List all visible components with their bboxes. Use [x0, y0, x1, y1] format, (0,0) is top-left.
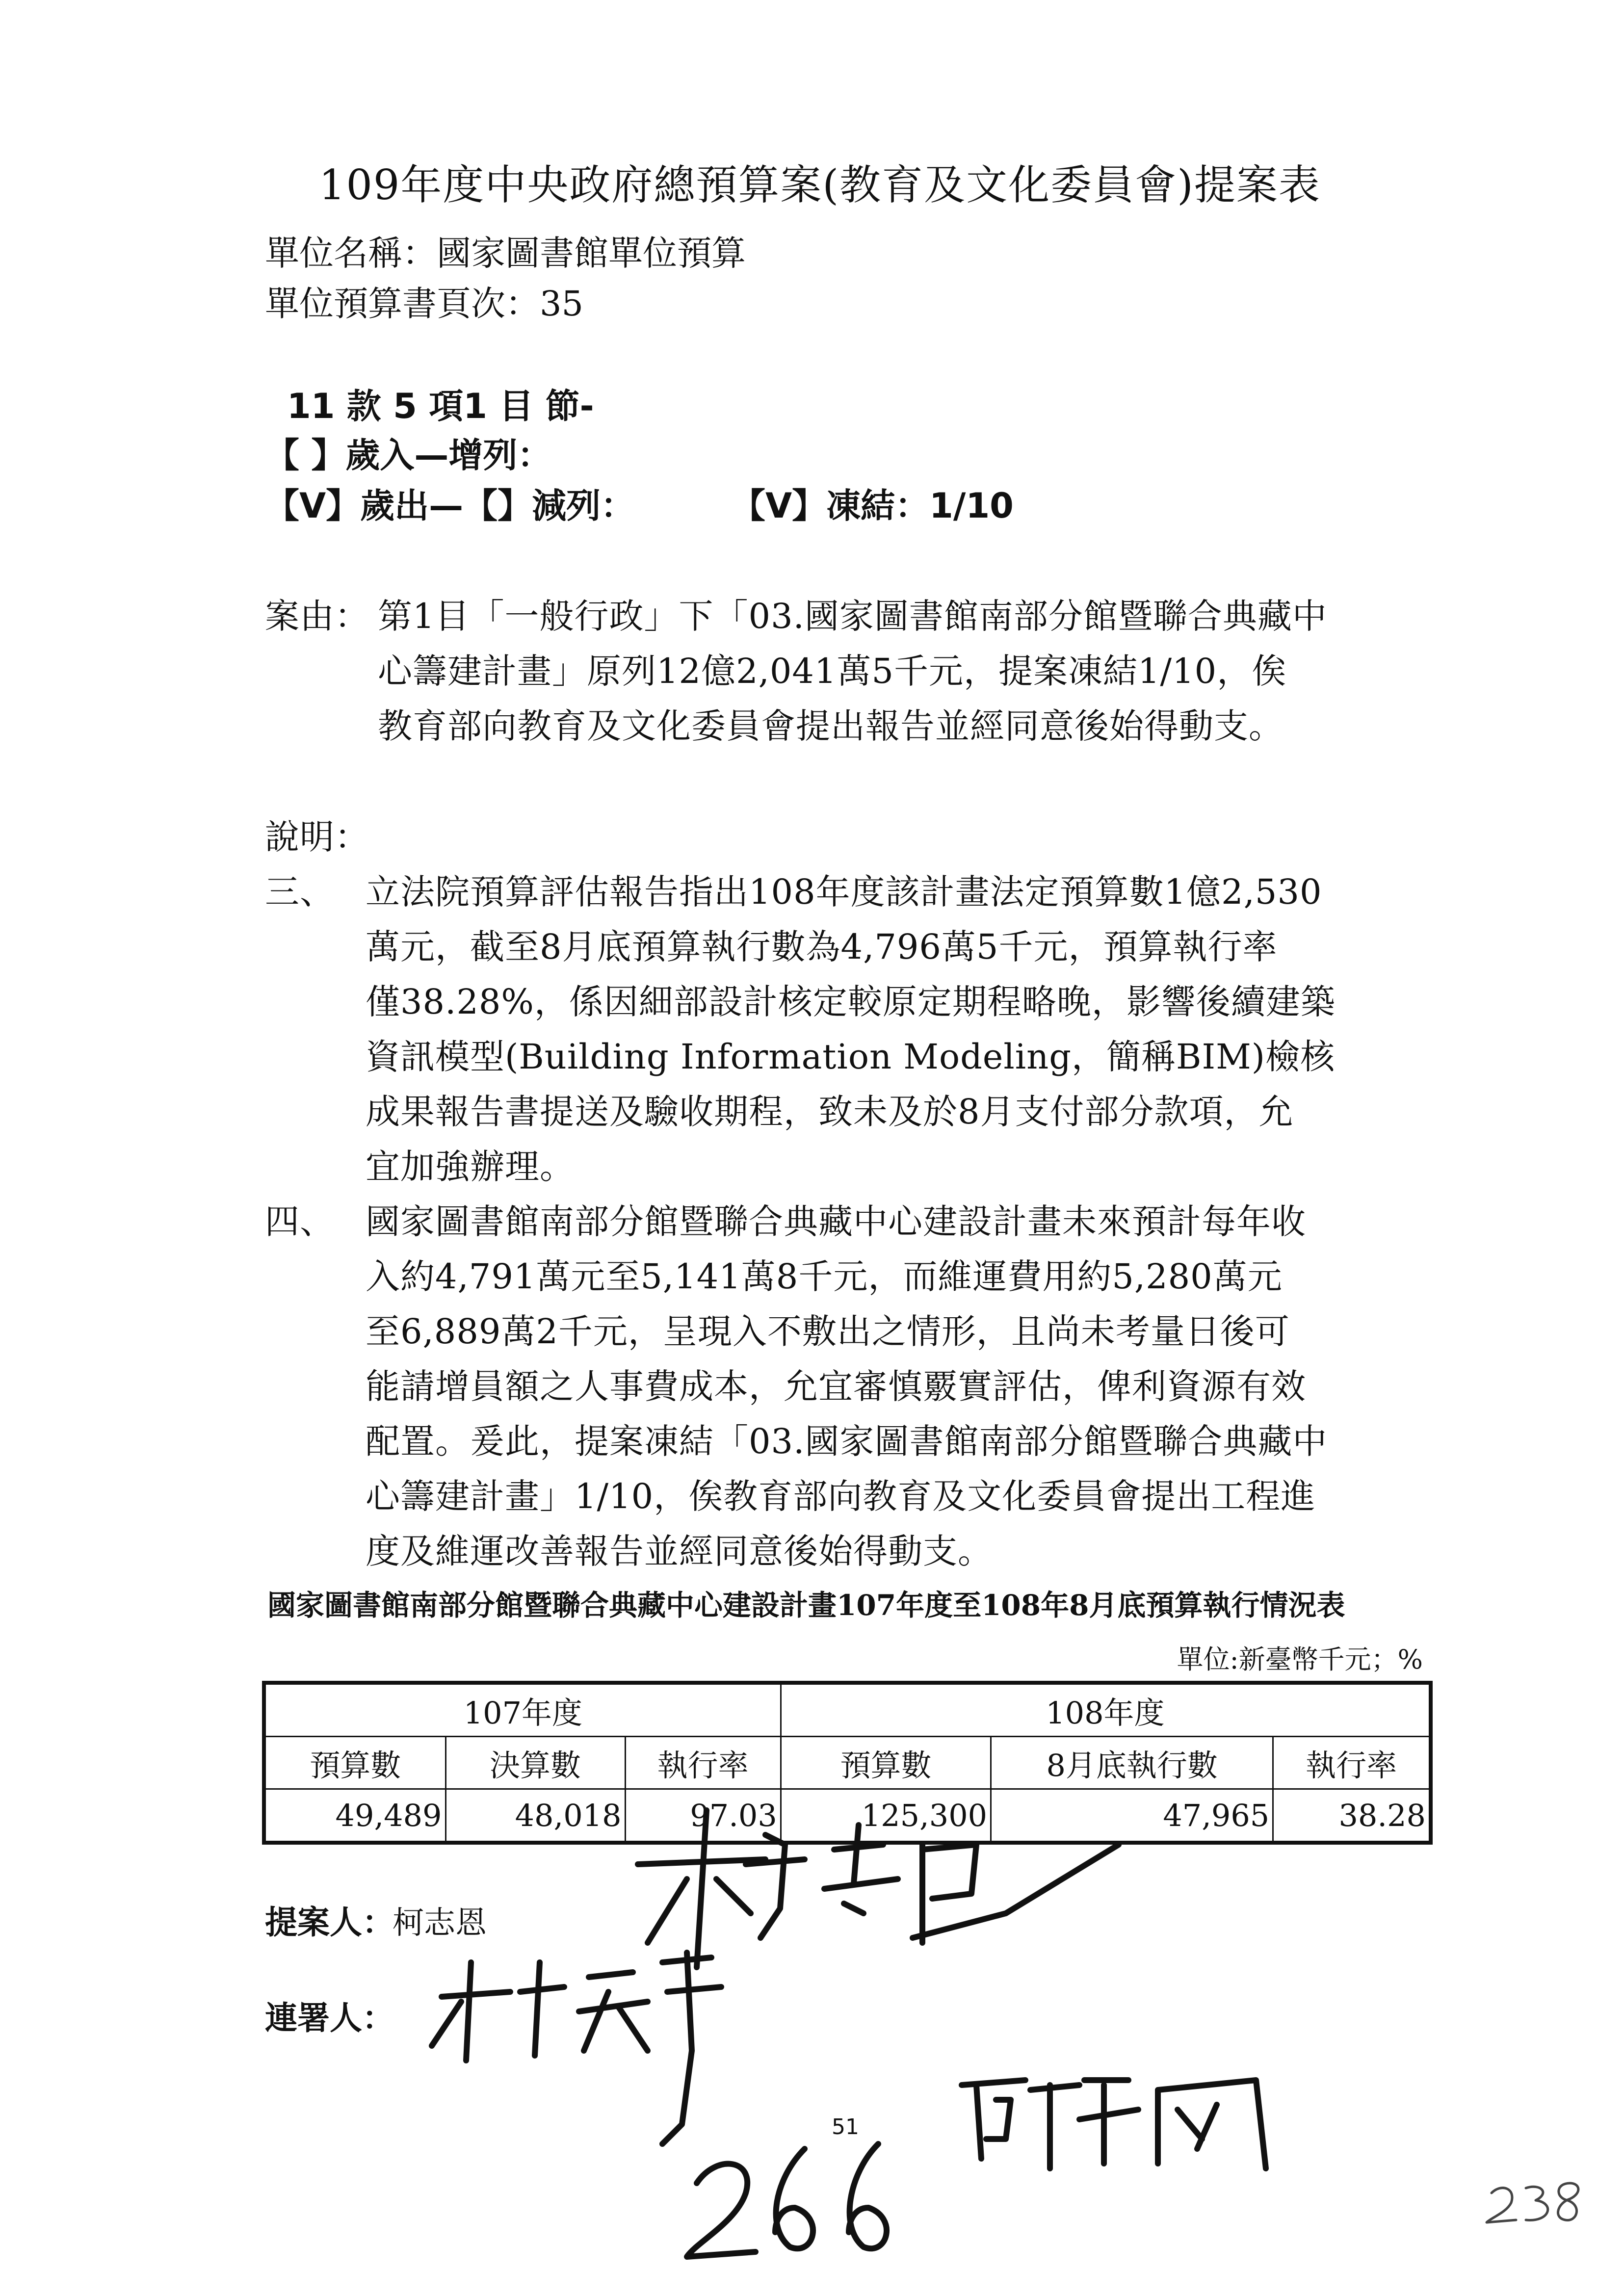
unit-page: 單位預算書頁次：35 — [265, 284, 584, 324]
expenditure-line: 【V】歲出—【】減列： — [265, 486, 635, 526]
column-header: 8月底執行數 — [991, 1737, 1273, 1789]
table-cell: 49,489 — [264, 1789, 445, 1843]
item-line: 配置。爰此，提案凍結「03.國家圖書館南部分館暨聯合典藏中 — [366, 1421, 1328, 1461]
explanation-label: 說明： — [265, 817, 369, 857]
proposer-name: 柯志恩 — [393, 1905, 487, 1941]
item-line: 僅38.28%，係因細部設計核定較原定期程略晚，影響後續建築 — [366, 982, 1336, 1022]
item-line: 立法院預算評估報告指出108年度該計畫法定預算數1億2,530 — [366, 872, 1322, 912]
item-line: 入約4,791萬元至5,141萬8千元，而維運費用約5,280萬元 — [366, 1256, 1283, 1297]
item-line: 度及維運改善報告並經同意後始得動支。 — [366, 1531, 993, 1571]
revenue-line: 【 】歲入—增列： — [265, 435, 552, 475]
signature-he-xinchun — [962, 2080, 1266, 2168]
item-line: 成果報告書提送及驗收期程，致未及於8月支付部分款項，允 — [366, 1092, 1294, 1132]
page-number: 51 — [832, 2114, 859, 2139]
item-line: 能請增員額之人事費成本，允宜審慎覈實評估，俾利資源有效 — [366, 1366, 1306, 1407]
table-cell: 97.03 — [625, 1789, 781, 1843]
column-header: 執行率 — [1273, 1737, 1431, 1789]
group-header: 108年度 — [781, 1683, 1431, 1737]
item-line: 萬元，截至8月底預算執行數為4,796萬5千元，預算執行率 — [366, 927, 1278, 967]
document-title: 109年度中央政府總預算案(教育及文化委員會)提案表 — [319, 161, 1321, 209]
group-header: 107年度 — [264, 1683, 781, 1737]
item-line: 心籌建計畫」1/10，俟教育部向教育及文化委員會提出工程進 — [366, 1476, 1316, 1516]
item-line: 宜加強辦理。 — [366, 1147, 575, 1187]
item-marker: 四、 — [265, 1201, 335, 1242]
column-header: 決算數 — [445, 1737, 625, 1789]
table-cell: 125,300 — [781, 1789, 991, 1843]
table-cell: 48,018 — [445, 1789, 625, 1843]
unit-name: 單位名稱：國家圖書館單位預算 — [265, 233, 746, 273]
signature-lin-yihua — [432, 1953, 721, 2144]
item-line: 資訊模型(Building Information Modeling，簡稱BIM)檢核 — [366, 1037, 1336, 1077]
table-cell: 47,965 — [991, 1789, 1273, 1843]
item-marker: 三、 — [265, 872, 335, 912]
case-reason-line: 心籌建計畫」原列12億2,041萬5千元，提案凍結1/10，俟 — [378, 651, 1287, 691]
proposer-label: 提案人： — [265, 1904, 394, 1941]
item-line: 至6,889萬2千元，呈現入不敷出之情形，且尚未考量日後可 — [366, 1311, 1290, 1352]
handwritten-238 — [1487, 2183, 1578, 2222]
cosigner-label: 連署人： — [265, 1999, 394, 2037]
table-title: 國家圖書館南部分館暨聯合典藏中心建設計畫107年度至108年8月底預算執行情況表 — [267, 1589, 1345, 1622]
case-reason-line: 教育部向教育及文化委員會提出報告並經同意後始得動支。 — [378, 706, 1283, 746]
item-line: 國家圖書館南部分館暨聯合典藏中心建設計畫未來預計每年收 — [366, 1201, 1306, 1242]
table-unit: 單位:新臺幣千元；% — [1177, 1644, 1423, 1675]
column-header: 預算數 — [264, 1737, 445, 1789]
signature-ke-zhien — [638, 1810, 1119, 1967]
table-cell: 38.28 — [1273, 1789, 1431, 1843]
column-header: 執行率 — [625, 1737, 781, 1789]
handwritten-266 — [687, 2144, 887, 2257]
column-header: 預算數 — [781, 1737, 991, 1789]
case-reason-label: 案由： — [265, 596, 369, 636]
budget-section: 11 款 5 項1 目 節- — [287, 386, 594, 426]
case-reason-line: 第1目「一般行政」下「03.國家圖書館南部分館暨聯合典藏中 — [378, 596, 1327, 636]
freeze-line: 【V】凍結：1/10 — [731, 486, 1014, 526]
